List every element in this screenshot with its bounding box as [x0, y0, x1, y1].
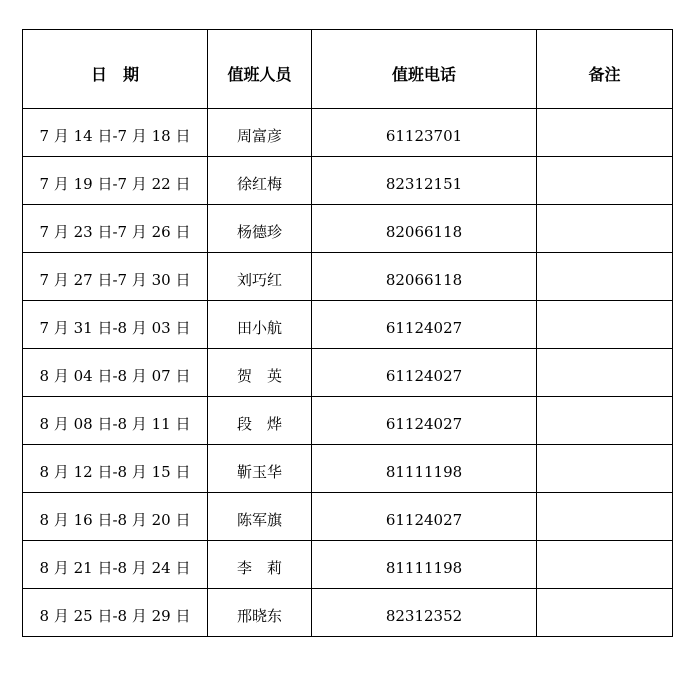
- date-cell: 7 月 31 日-8 月 03 日: [23, 301, 208, 349]
- phone-cell: 61123701: [312, 109, 537, 157]
- person-cell: 刘巧红: [208, 253, 312, 301]
- person-cell: 徐红梅: [208, 157, 312, 205]
- remark-cell: [537, 397, 673, 445]
- table-row: [23, 253, 673, 301]
- phone-cell: 82066118: [312, 205, 537, 253]
- phone-cell: 81111198: [312, 541, 537, 589]
- duty-roster-table: [22, 29, 673, 637]
- remark-cell: [537, 541, 673, 589]
- remark-cell: [537, 253, 673, 301]
- remark-cell: [537, 205, 673, 253]
- phone-cell: 82312352: [312, 589, 537, 637]
- remark-cell: [537, 493, 673, 541]
- phone-cell: 82066118: [312, 253, 537, 301]
- table-row: [23, 205, 673, 253]
- header-person: 值班人员: [208, 30, 312, 109]
- person-cell: 贺 英: [208, 349, 312, 397]
- table-row: [23, 301, 673, 349]
- person-cell: 田小航: [208, 301, 312, 349]
- date-cell: 7 月 27 日-7 月 30 日: [23, 253, 208, 301]
- table-row: [23, 397, 673, 445]
- date-cell: 8 月 16 日-8 月 20 日: [23, 493, 208, 541]
- remark-cell: [537, 301, 673, 349]
- remark-cell: [537, 445, 673, 493]
- table-row: [23, 349, 673, 397]
- table-row: [23, 589, 673, 637]
- date-cell: 8 月 12 日-8 月 15 日: [23, 445, 208, 493]
- header-row: [23, 30, 673, 109]
- date-cell: 8 月 08 日-8 月 11 日: [23, 397, 208, 445]
- date-cell: 8 月 04 日-8 月 07 日: [23, 349, 208, 397]
- phone-cell: 82312151: [312, 157, 537, 205]
- remark-cell: [537, 157, 673, 205]
- header-remark: 备注: [537, 30, 673, 109]
- header-phone: 值班电话: [312, 30, 537, 109]
- remark-cell: [537, 349, 673, 397]
- date-cell: 7 月 19 日-7 月 22 日: [23, 157, 208, 205]
- person-cell: 杨德珍: [208, 205, 312, 253]
- phone-cell: 61124027: [312, 493, 537, 541]
- phone-cell: 61124027: [312, 301, 537, 349]
- phone-cell: 61124027: [312, 349, 537, 397]
- header-date: 日 期: [23, 30, 208, 109]
- person-cell: 段 烨: [208, 397, 312, 445]
- person-cell: 靳玉华: [208, 445, 312, 493]
- date-cell: 8 月 25 日-8 月 29 日: [23, 589, 208, 637]
- remark-cell: [537, 109, 673, 157]
- remark-cell: [537, 589, 673, 637]
- table-row: [23, 493, 673, 541]
- person-cell: 周富彦: [208, 109, 312, 157]
- date-cell: 7 月 14 日-7 月 18 日: [23, 109, 208, 157]
- phone-cell: 61124027: [312, 397, 537, 445]
- table-row: [23, 541, 673, 589]
- person-cell: 李 莉: [208, 541, 312, 589]
- table-row: [23, 157, 673, 205]
- person-cell: 陈军旗: [208, 493, 312, 541]
- person-cell: 邢晓东: [208, 589, 312, 637]
- table-row: [23, 109, 673, 157]
- table-row: [23, 445, 673, 493]
- date-cell: 7 月 23 日-7 月 26 日: [23, 205, 208, 253]
- date-cell: 8 月 21 日-8 月 24 日: [23, 541, 208, 589]
- phone-cell: 81111198: [312, 445, 537, 493]
